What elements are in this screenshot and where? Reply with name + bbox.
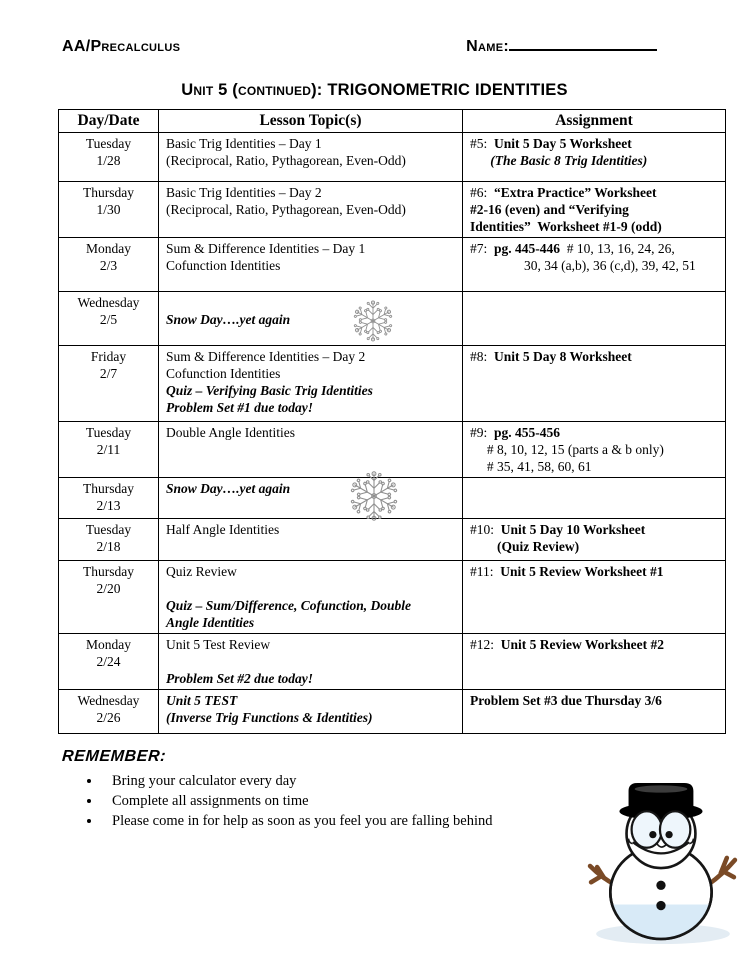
table-row — [59, 690, 726, 734]
text-line: Basic Trig Identities – Day 2 — [166, 185, 322, 200]
assignment-cell — [463, 292, 726, 346]
text-line: Double Angle Identities — [166, 425, 295, 440]
text-line: (Inverse Trig Functions & Identities) — [166, 710, 373, 725]
date-label: 2/26 — [96, 710, 121, 725]
schedule-table — [58, 109, 726, 734]
day-label: Wednesday — [77, 693, 140, 708]
text-line: #12: Unit 5 Review Worksheet #2 — [470, 637, 665, 652]
date-label: 2/5 — [99, 312, 118, 327]
lesson-topic-cell — [159, 346, 463, 422]
text-line: Sum & Difference Identities – Day 2 — [166, 349, 366, 364]
table-row — [59, 292, 726, 346]
snowman-icon — [586, 780, 740, 948]
day-label: Thursday — [83, 564, 134, 579]
text-line: Unit 5 TEST — [166, 693, 238, 708]
day-date-cell — [59, 133, 159, 182]
text-line: Basic Trig Identities – Day 1 — [166, 136, 322, 151]
table-row — [59, 561, 726, 634]
date-label: 2/7 — [99, 366, 118, 381]
day-date-cell — [59, 478, 159, 519]
course-title: AA/Precalculus — [62, 38, 181, 55]
lesson-topic-cell — [159, 238, 463, 292]
date-label: 2/24 — [96, 654, 121, 669]
text-line: Snow Day….yet again — [166, 481, 291, 496]
text-line: Problem Set #1 due today! — [166, 400, 313, 415]
text-line: #11: Unit 5 Review Worksheet #1 — [470, 564, 664, 579]
day-date-cell — [59, 690, 159, 734]
day-label: Thursday — [83, 185, 134, 200]
text-line: #2-16 (even) and “Verifying — [470, 202, 629, 217]
text-line: # 35, 41, 58, 60, 61 — [470, 459, 592, 474]
assignment-cell — [463, 346, 726, 422]
reminder-item: • Please come in for help as soon as you feel you are falling behind — [102, 811, 749, 831]
text-line: Unit 5 Test Review — [166, 637, 271, 652]
day-label: Tuesday — [85, 522, 132, 537]
page-title-prefix: Unit 5 (continued): — [181, 81, 323, 99]
date-label: 1/28 — [96, 153, 121, 168]
day-date-cell — [59, 422, 159, 478]
assignment-cell — [463, 561, 726, 634]
lesson-topic-cell — [159, 133, 463, 182]
text-line: Problem Set #2 due today! — [166, 671, 313, 686]
date-label: 1/30 — [96, 202, 121, 217]
lesson-topic-cell — [159, 422, 463, 478]
date-label: 2/13 — [96, 498, 121, 513]
text-line: Cofunction Identities — [166, 258, 281, 273]
date-label: 2/20 — [96, 581, 121, 596]
top-hat-icon — [619, 783, 702, 820]
text-line: Cofunction Identities — [166, 366, 281, 381]
assignment-cell — [463, 478, 726, 519]
lesson-topic-cell — [159, 292, 463, 346]
lesson-topic-cell — [159, 478, 463, 519]
table-row — [59, 478, 726, 519]
date-label: 2/18 — [96, 539, 121, 554]
text-line: (The Basic 8 Trig Identities) — [490, 153, 648, 168]
assignment-cell — [463, 238, 726, 292]
text-line: #8: Unit 5 Day 8 Worksheet — [470, 349, 632, 364]
day-label: Thursday — [83, 481, 134, 496]
day-date-cell — [59, 634, 159, 690]
day-date-cell — [59, 519, 159, 561]
table-header-row — [59, 110, 726, 133]
day-date-cell — [59, 182, 159, 238]
text-line: Half Angle Identities — [166, 522, 280, 537]
text-line: Problem Set #3 due Thursday 3/6 — [470, 693, 662, 708]
table-row — [59, 238, 726, 292]
assignment-cell — [463, 634, 726, 690]
table-row — [59, 182, 726, 238]
assignment-cell — [463, 519, 726, 561]
table-row — [59, 346, 726, 422]
page-title — [0, 81, 749, 100]
date-label: 2/3 — [99, 258, 118, 273]
text-line: #6: “Extra Practice” Worksheet — [470, 185, 657, 200]
text-line: Quiz – Sum/Difference, Cofunction, Double — [166, 598, 412, 613]
text-line — [166, 294, 456, 311]
page-title-main: TRIGONOMETRIC IDENTITIES — [327, 81, 568, 99]
day-label: Monday — [86, 241, 131, 256]
text-line: (Quiz Review) — [497, 539, 580, 554]
assignment-cell — [463, 182, 726, 238]
name-label: Name: — [466, 38, 509, 55]
text-line — [166, 653, 456, 670]
column-header-day-date: Day/Date — [59, 110, 159, 133]
text-line: Quiz – Verifying Basic Trig Identities — [166, 383, 373, 398]
date-label: 2/11 — [96, 442, 121, 457]
day-label: Tuesday — [85, 136, 132, 151]
text-line: # 8, 10, 12, 15 (parts a & b only) — [470, 442, 664, 457]
text-line: Quiz Review — [166, 564, 237, 579]
day-label: Tuesday — [85, 425, 132, 440]
name-field — [466, 36, 657, 56]
text-line: Snow Day….yet again — [166, 312, 291, 327]
assignment-cell — [463, 422, 726, 478]
reminder-item: • Complete all assignments on time — [102, 791, 749, 811]
day-date-cell — [59, 346, 159, 422]
text-line: (Reciprocal, Ratio, Pythagorean, Even-Odd) — [166, 202, 406, 217]
snowman-illustration — [586, 780, 740, 948]
day-label: Monday — [86, 637, 131, 652]
text-line: #9: pg. 455-456 — [470, 425, 561, 440]
text-line: #5: Unit 5 Day 5 Worksheet — [470, 136, 632, 151]
table-row — [59, 133, 726, 182]
lesson-topic-cell — [159, 182, 463, 238]
table-row — [59, 519, 726, 561]
reminder-heading: REMEMBER: — [61, 748, 167, 765]
text-line: (Reciprocal, Ratio, Pythagorean, Even-Odd) — [166, 153, 406, 168]
text-line: Angle Identities — [166, 615, 255, 630]
lesson-topic-cell — [159, 561, 463, 634]
text-line: Sum & Difference Identities – Day 1 — [166, 241, 366, 256]
lesson-topic-cell — [159, 634, 463, 690]
day-date-cell — [59, 561, 159, 634]
document-header — [0, 0, 749, 56]
assignment-cell — [463, 690, 726, 734]
lesson-topic-cell — [159, 690, 463, 734]
assignment-cell — [463, 133, 726, 182]
text-line: #7: pg. 445-446 # 10, 13, 16, 24, 26, — [470, 241, 675, 256]
reminder-item: • Bring your calculator every day — [102, 771, 749, 791]
text-line: Identities” Worksheet #1-9 (odd) — [470, 219, 662, 234]
day-date-cell — [59, 292, 159, 346]
table-row — [59, 422, 726, 478]
right-stick-arm-icon — [709, 858, 735, 884]
column-header-assignment: Assignment — [463, 110, 726, 133]
name-blank-line — [509, 36, 657, 51]
text-line: 30, 34 (a,b), 36 (c,d), 39, 42, 51 — [470, 258, 696, 273]
text-line — [166, 580, 456, 597]
schedule-table-body — [59, 133, 726, 734]
table-row — [59, 634, 726, 690]
day-date-cell — [59, 238, 159, 292]
text-line: #10: Unit 5 Day 10 Worksheet — [470, 522, 646, 537]
day-label: Friday — [90, 349, 127, 364]
lesson-topic-cell — [159, 519, 463, 561]
column-header-lesson-topics: Lesson Topic(s) — [159, 110, 463, 133]
day-label: Wednesday — [77, 295, 140, 310]
